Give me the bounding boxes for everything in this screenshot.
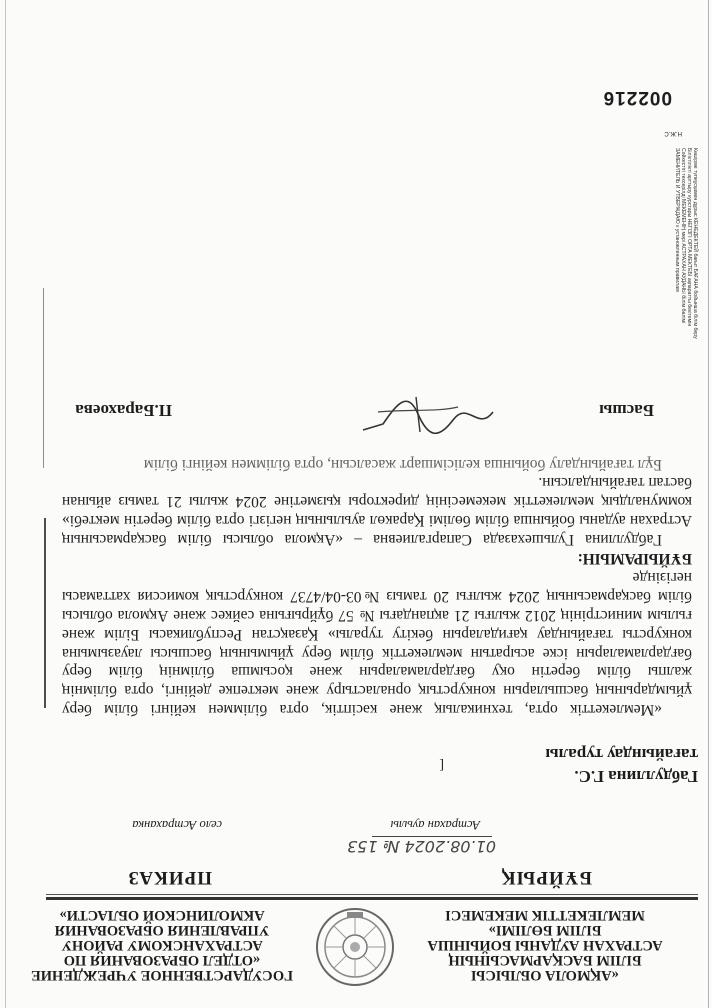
order-title-ru: ПРИКАЗ [127,867,212,888]
header-kz-line: «АҚМОЛА ОБЛЫСЫ [471,967,619,983]
header-ru-line: АКМОЛИНСКОЙ ОБЛАСТИ» [59,907,265,923]
tiny-code: Н.Ж.С [664,130,682,136]
certification-note-line: Көшірме түпнұсқамен дұрыс КЕНЕДЕКТЕЙ бағыт БАҒАНА бойынша білім беру [692,148,698,339]
order-date-number: 01.08.2024 № 153 [347,837,496,856]
body-paragraph-2: Габдуллина Гульшехазада Сапаргалиевна – «Ақмола облысы білім басқармасының Астрахан ауданы бойынша білім бөлімі Қаракөл ауылының негізгі орта білім беретін мектебі» коммуналдық мемлекеттік мекемесінің директоры қызметіне 2024 жылы 21 тамыз айынан бастап тағайындалсын. [62,474,692,548]
date-underline [372,836,492,837]
signature-position: Басшы [599,401,654,420]
scan-artifact-line [44,518,46,708]
body-paragraph-3: Бұл тағайындалу бойынша келісімшарт жасалсын, орта біліммен кейінгі білім [143,455,662,473]
certification-note-line: ЗАМЕНИТЕЛЬ И УТВЕРЖДАЮ к установленным правилам [674,148,680,292]
header-ru-line: АСТРАХАНСКОМУ РАЙОНУ [61,937,263,953]
kazakhstan-emblem-icon [314,906,396,988]
header-divider [46,897,698,900]
order-body [62,454,692,718]
header-ru-line: «ОТДЕЛ ОБРАЗОВАНИЯ ПО [63,952,261,968]
header-ru [14,907,310,982]
subject-name: Габдуллина Г.С. [574,767,698,786]
header-ru-line: ГОСУДАРСТВЕННОЕ УЧРЕЖДЕНИЕ [31,967,293,983]
serial-number: 002216 [602,87,672,108]
certification-note-line: Біліктілікті арттыру курстары НЕГІЗГІ ОРТА МЕКТЕБІ ақпаратты бекітемін [686,148,692,327]
header-divider-thin [46,894,698,895]
signature-name: П.Барахоева [75,401,172,420]
certification-note-line: Сәйкестігі тексерілді МЕКЕМЕНІҢ мөрі АСТРАХАН АУДАНЫ білім бөлімі [680,148,686,324]
scan-edge-line [708,0,709,1008]
order-place-kz: Астрахан ауылы [390,818,480,832]
scan-edge-line [5,0,6,1008]
order-title-kz: БҰЙРЫҚ [500,867,592,888]
header-kz-line: МЕМЛЕКЕТТІК МЕКЕМЕСІ [445,907,645,923]
signature-icon [358,392,498,442]
header-kz-line: БІЛІМ БАСҚАРМАСЫНЫҢ [448,952,642,968]
header-kz-line: АСТРАХАН АУДАНЫ БОЙЫНША [427,937,663,953]
header-kz-line: БІЛІМ БӨЛІМІ» [488,922,602,938]
scan-artifact-line [43,288,44,468]
certification-note [674,148,698,408]
subject-line: тағайындау туралы [545,745,698,764]
header-ru-line: УПРАВЛЕНИЯ ОБРАЗОВАНИЯ [54,922,270,938]
command-word: БҰЙЫРАМЫН: [577,549,692,567]
header-kz [400,907,690,982]
subject-bracket: [ [439,757,444,772]
body-paragraph-1: «Мемлекеттік орта, техникалық және кәсіптік, орта біліммен кейінгі білім беру ұйымдарының басшыларын конкурстық орналастыру және мектепке дейінгі, орта білімнің жалпы білім беретін оқу бағдарламаларын және қосымша білімнің білім беру бағдарламаларын іске асыратын мемлекеттік білім беру ұйымының басшысы лауазымына конкурсты тағайындау қағидаларын бекіту туралы» Қазақстан Республикасы Білім және ғылым министрінің 2012 жылғы 21 ақпандағы № 57 бұйрығына сәйкес және Ақмола облысы білім басқармасының 2024 жылғы 20 тамыз №03-04/4737 конкурстық комиссия хаттамасы негізінде [62,569,692,718]
order-place-ru: село Астраханка [132,818,222,832]
